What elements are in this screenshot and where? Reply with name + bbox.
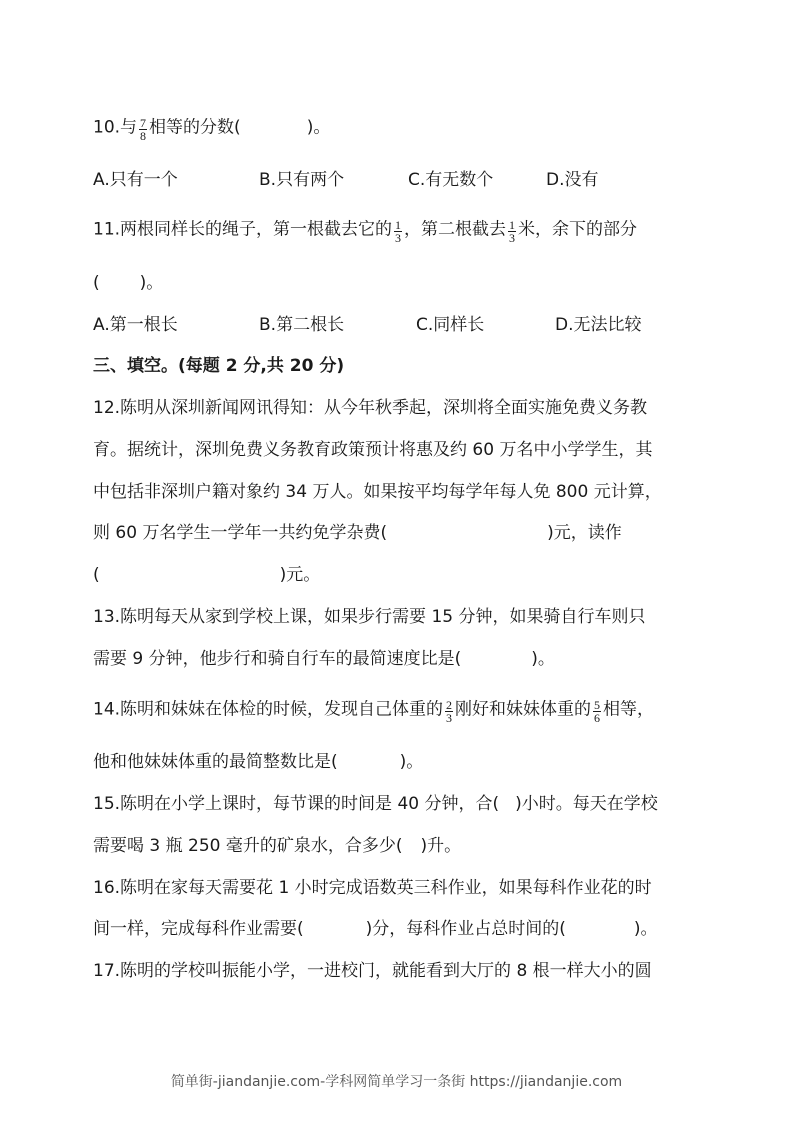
question-11-line2: ( )。 bbox=[93, 273, 164, 293]
question-15: 15.陈明在小学上课时，每节课的时间是 40 分钟，合( )小时。每天在学校 bbox=[93, 794, 658, 814]
q10-prefix: 10.与 bbox=[93, 117, 138, 138]
fraction-1-3: $\frac{1}{3}$ bbox=[395, 218, 402, 245]
fraction-1-3: $\frac{1}{3}$ bbox=[509, 218, 516, 245]
question-12-line3: 中包括非深圳户籍对象约 34 万人。如果按平均每学年每人免 800 元计算， bbox=[93, 482, 662, 502]
option-b: B.第二根长 bbox=[259, 315, 345, 335]
q10-suffix: 相等的分数( bbox=[149, 117, 241, 138]
option-a: A.第一根长 bbox=[93, 315, 178, 335]
question-16-line2: 间一样，完成每科作业需要( )分，每科作业占总时间的( )。 bbox=[93, 919, 658, 939]
page-footer: 简单街-jiandanjie.com-学科网简单学习一条街 https://jiandanjie.com bbox=[170, 1074, 623, 1090]
question-12-line5: ( )元。 bbox=[93, 565, 321, 585]
question-17: 17.陈明的学校叫振能小学，一进校门，就能看到大厅的 8 根一样大小的圆 bbox=[93, 961, 652, 981]
question-16: 16.陈明在家每天需要花 1 小时完成语数英三科作业，如果每科作业花的时 bbox=[93, 878, 652, 898]
question-12-line4: 则 60 万名学生一学年一共约免学杂费( )元，读作 bbox=[93, 523, 622, 543]
option-c: C.同样长 bbox=[416, 315, 485, 335]
option-b: B.只有两个 bbox=[259, 170, 345, 190]
question-13: 13.陈明每天从家到学校上课，如果步行需要 15 分钟，如果骑自行车则只 bbox=[93, 607, 646, 627]
option-d: D.没有 bbox=[546, 170, 599, 190]
question-14-line2: 他和他妹妹体重的最简整数比是( )。 bbox=[93, 752, 424, 772]
question-13-line2: 需要 9 分钟，他步行和骑自行车的最简速度比是( )。 bbox=[93, 649, 555, 669]
section-title: 三、填空。(每题 2 分,共 20 分) bbox=[93, 356, 345, 376]
question-10: 10.与 $\frac{7}{8}$ 相等的分数( )。 bbox=[93, 116, 331, 143]
fraction-5-6: $\frac{5}{6}$ bbox=[594, 698, 601, 725]
question-12: 12.陈明从深圳新闻网讯得知：从今年秋季起，深圳将全面实施免费义务教 bbox=[93, 398, 648, 418]
option-c: C.有无数个 bbox=[408, 170, 494, 190]
option-d: D.无法比较 bbox=[555, 315, 642, 335]
question-15-line2: 需要喝 3 瓶 250 毫升的矿泉水，合多少( )升。 bbox=[93, 836, 462, 856]
question-14: 14.陈明和妹妹在体检的时候，发现自己体重的 $\frac{2}{3}$ 刚好和妹妹体重的 $\frac{5}{6}$ 相等， bbox=[93, 698, 655, 725]
question-11: 11.两根同样长的绳子，第一根截去它的 $\frac{1}{3}$ ，第二根截去 $\frac{1}{3}$ 米，余下的部分 bbox=[93, 218, 638, 245]
fraction-2-3: $\frac{2}{3}$ bbox=[446, 698, 453, 725]
question-12-line2: 育。据统计，深圳免费义务教育政策预计将惠及约 60 万名中小学学生，其 bbox=[93, 440, 653, 460]
fraction-7-8: $\frac{7}{8}$ bbox=[140, 116, 147, 143]
option-a: A.只有一个 bbox=[93, 170, 178, 190]
